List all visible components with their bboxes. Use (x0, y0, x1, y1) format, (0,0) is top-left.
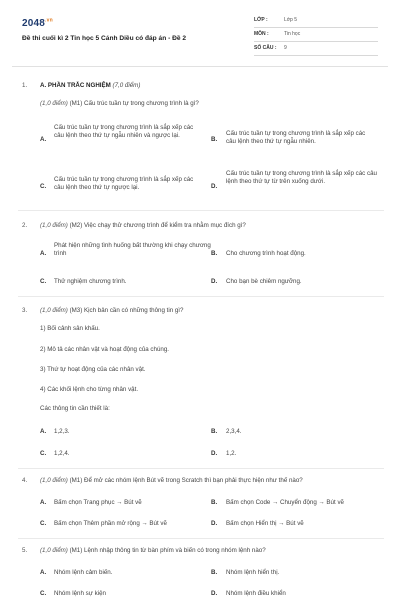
option-letter: C. (40, 520, 47, 527)
option-d[interactable]: Bấm chọn Hiển thị → Bút vẽ (226, 520, 304, 527)
option-letter: D. (211, 520, 218, 527)
option-letter: A. (40, 569, 47, 576)
option-letter: D. (211, 590, 218, 597)
question-body: (M3) Kịch bản cần có những thông tin gì? (69, 307, 184, 314)
option-letter: C. (40, 450, 47, 457)
section-points: (7,0 điểm) (112, 82, 141, 89)
logo-suffix: .vn (45, 17, 53, 24)
option-letter: A. (40, 499, 47, 506)
meta-key: SỐ CÂU : (254, 45, 277, 51)
option-letter: C. (40, 590, 47, 597)
option-letter: C. (40, 278, 47, 285)
meta-row-class (254, 14, 378, 28)
option-letter: A. (40, 428, 47, 435)
meta-value: 9 (284, 45, 287, 51)
question-number: 3. (22, 307, 28, 314)
option-a[interactable]: Phát hiện những tình huống bất thường khi chạy chương trình (54, 242, 211, 258)
question-divider (18, 210, 384, 211)
meta-row-count (254, 42, 378, 56)
option-a[interactable]: Nhóm lệnh cảm biến. (54, 569, 113, 576)
question-text (40, 477, 390, 485)
option-d[interactable]: Nhóm lệnh điều khiển (226, 590, 286, 597)
option-b[interactable]: Nhóm lệnh hiển thị. (226, 569, 280, 576)
option-letter: B. (211, 569, 218, 576)
list-item: 3) Thứ tự hoạt động của các nhân vật. (40, 366, 146, 373)
option-b[interactable]: Cho chương trình hoạt động. (226, 250, 306, 257)
question-body: (M1) Cấu trúc tuần tự trong chương trình là gì? (69, 100, 199, 107)
question-text (40, 100, 199, 108)
site-logo[interactable] (22, 17, 53, 31)
logo-text: 2048 (22, 18, 46, 29)
meta-key: MÔN : (254, 31, 269, 37)
question-points: (1,0 điểm) (40, 477, 68, 484)
question-number: 2. (22, 222, 28, 229)
question-number: 4. (22, 477, 28, 484)
option-c[interactable]: Thử nghiệm chương trình. (54, 278, 127, 285)
section-title: A. PHẦN TRẮC NGHIỆM (40, 82, 111, 89)
option-a[interactable]: Cấu trúc tuần tự trong chương trình là sắp xếp các câu lệnh theo thứ tự ngẫu nhiên và ngược lại. (54, 124, 194, 140)
page-title: Đề thi cuối kì 2 Tin học 5 Cánh Diều có đáp án - Đề 2 (22, 35, 187, 42)
question-points: (1,0 điểm) (40, 100, 68, 107)
question-divider (18, 538, 384, 539)
option-a[interactable]: 1,2,3. (54, 428, 70, 435)
list-item: 2) Mô tả các nhân vật và hoạt động của chúng. (40, 346, 169, 353)
section-heading (40, 82, 140, 90)
option-letter: D. (211, 183, 218, 190)
option-letter: D. (211, 278, 218, 285)
question-text (40, 307, 183, 315)
question-lead: Các thông tin cần thiết là: (40, 405, 110, 412)
option-letter: B. (211, 136, 218, 143)
option-letter: B. (211, 250, 218, 257)
option-c[interactable]: Bấm chọn Thêm phần mở rộng → Bút vẽ (54, 520, 167, 527)
option-letter: A. (40, 136, 47, 143)
option-c[interactable]: 1,2,4. (54, 450, 70, 457)
meta-key: LỚP : (254, 17, 268, 23)
question-text (40, 547, 390, 555)
option-letter: B. (211, 499, 218, 506)
meta-value: Tin học (284, 31, 301, 37)
question-divider (18, 296, 384, 297)
option-d[interactable]: Cấu trúc tuần tự trong chương trình là sắp xếp các câu lệnh theo thứ tự từ trên xuống dưới. (226, 170, 377, 186)
option-d[interactable]: Cho bạn bè chiêm ngưỡng. (226, 278, 302, 285)
question-body: (M1) Để mở các nhóm lệnh Bút vẽ trong Scratch thì bạn phải thực hiện như thế nào? (69, 477, 303, 484)
question-number: 5. (22, 547, 28, 554)
question-body: (M1) Lệnh nhập thông tin từ bàn phím và biến có trong nhóm lệnh nào? (69, 547, 266, 554)
option-c[interactable]: Nhóm lệnh sự kiện (54, 590, 106, 597)
question-text (40, 222, 246, 230)
header-divider (12, 66, 388, 67)
list-item: 1) Bối cảnh sân khấu. (40, 325, 100, 332)
option-d[interactable]: 1,2. (226, 450, 237, 457)
meta-value: Lớp 5 (284, 17, 298, 23)
question-points: (1,0 điểm) (40, 547, 68, 554)
question-number: 1. (22, 82, 28, 89)
option-c[interactable]: Cấu trúc tuần tự trong chương trình là sắp xếp các câu lệnh theo thứ tự ngược lại. (54, 176, 194, 192)
question-points: (1,0 điểm) (40, 222, 68, 229)
option-letter: B. (211, 428, 218, 435)
option-b[interactable]: Cấu trúc tuần tự trong chương trình là sắp xếp các câu lệnh theo thứ tự ngẫu nhiên. (226, 130, 366, 146)
question-points: (1,0 điểm) (40, 307, 68, 314)
question-body: (M2) Việc chạy thử chương trình để kiểm tra nhằm mục đích gì? (69, 222, 246, 229)
question-divider (18, 468, 384, 469)
option-b[interactable]: 2,3,4. (226, 428, 242, 435)
header (0, 0, 400, 70)
option-a[interactable]: Bấm chọn Trang phục → Bút vẽ (54, 499, 142, 506)
option-b[interactable]: Bấm chọn Code → Chuyển động → Bút vẽ (226, 499, 344, 506)
option-letter: A. (40, 250, 47, 257)
option-letter: D. (211, 450, 218, 457)
option-letter: C. (40, 183, 47, 190)
meta-row-subject (254, 28, 378, 42)
list-item: 4) Các khối lệnh cho từng nhân vật. (40, 386, 139, 393)
